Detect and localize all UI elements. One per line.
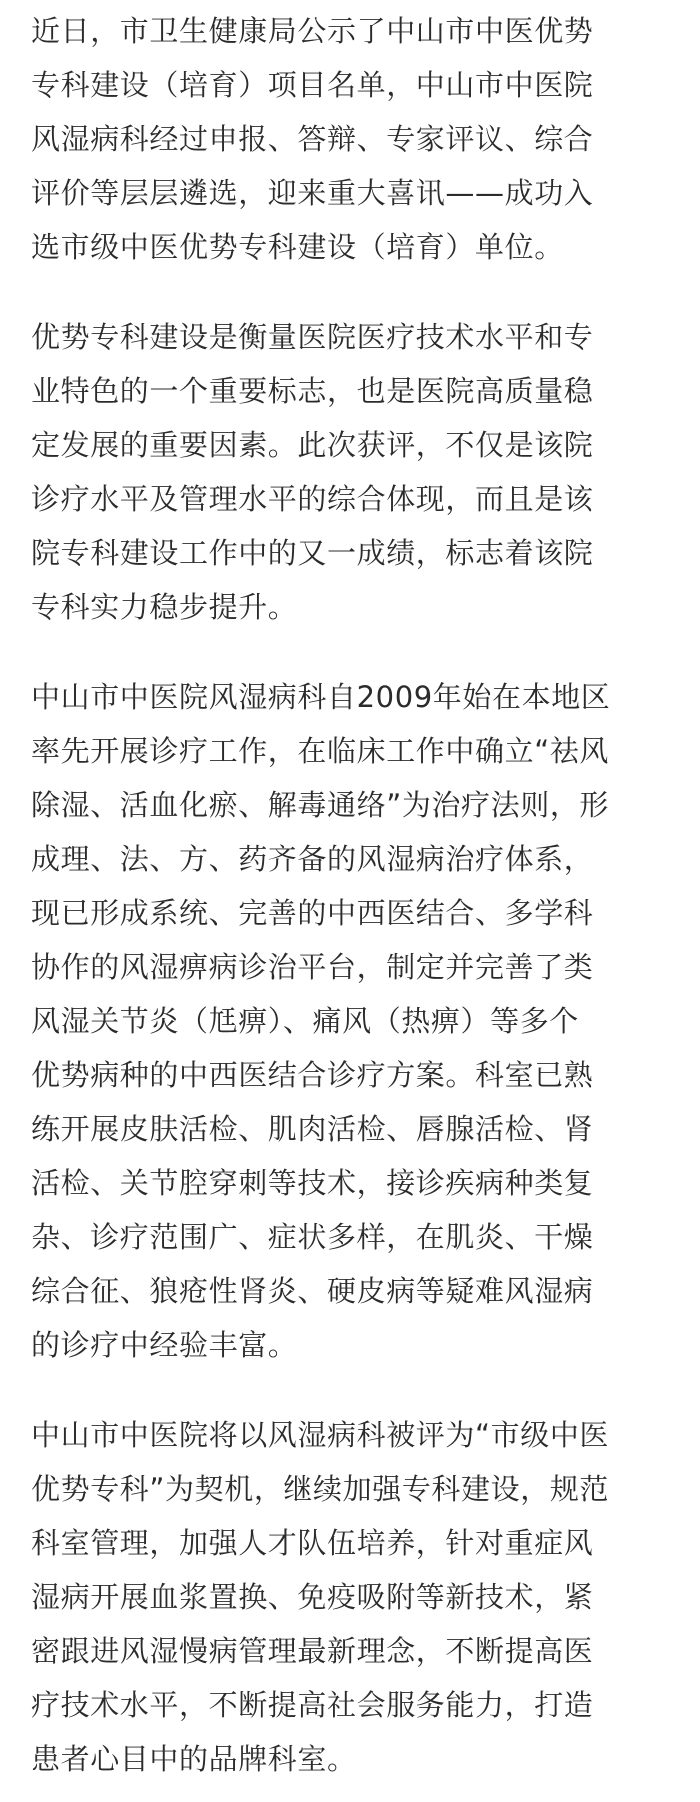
paragraph-department-history <box>31 670 700 1372</box>
text-line: 近日，市卫生健康局公示了中山市中医优势 <box>31 14 594 48</box>
text-line: 活检、关节腔穿刺等技术，接诊疾病种类复 <box>31 1166 594 1200</box>
text-line: 优势专科”为契机，继续加强专科建设，规范 <box>31 1472 610 1506</box>
text-line: 湿病开展血浆置换、免疫吸附等新技术，紧 <box>31 1580 594 1614</box>
text-line: 疗技术水平，不断提高社会服务能力，打造 <box>31 1688 594 1722</box>
text-line: 诊疗水平及管理水平的综合体现，而且是该 <box>31 482 594 516</box>
text-line: 综合征、狼疮性肾炎、硬皮病等疑难风湿病 <box>31 1274 594 1308</box>
text-line: 现已形成系统、完善的中西医结合、多学科 <box>31 896 594 930</box>
text-line: 优势病种的中西医结合诊疗方案。科室已熟 <box>31 1058 594 1092</box>
text-line: 中山市中医院将以风湿病科被评为“市级中医 <box>31 1418 610 1452</box>
text-line: 风湿病科经过申报、答辩、专家评议、综合 <box>31 122 594 156</box>
text-line: 密跟进风湿慢病管理最新理念，不断提高医 <box>31 1634 594 1668</box>
text-line: 专科实力稳步提升。 <box>31 590 298 624</box>
text-line: 院专科建设工作中的又一成绩，标志着该院 <box>31 536 594 570</box>
text-line: 优势专科建设是衡量医院医疗技术水平和专 <box>31 320 594 354</box>
text-line: 评价等层层遴选，迎来重大喜讯——成功入 <box>31 176 594 210</box>
paragraph-announcement <box>31 4 700 274</box>
text-line: 中山市中医院风湿病科自2009年始在本地区 <box>31 680 611 714</box>
text-line: 患者心目中的品牌科室。 <box>31 1742 357 1776</box>
paragraph-future-plans <box>31 1408 700 1786</box>
text-line: 专科建设（培育）项目名单，中山市中医院 <box>31 68 594 102</box>
text-line: 风湿关节炎（尪痹）、痛风（热痹）等多个 <box>31 1004 579 1038</box>
text-line: 选市级中医优势专科建设（培育）单位。 <box>31 230 564 264</box>
text-line: 杂、诊疗范围广、症状多样，在肌炎、干燥 <box>31 1220 594 1254</box>
text-line: 业特色的一个重要标志，也是医院高质量稳 <box>31 374 594 408</box>
paragraph-significance <box>31 310 700 634</box>
text-line: 定发展的重要因素。此次获评，不仅是该院 <box>31 428 594 462</box>
text-line: 成理、法、方、药齐备的风湿病治疗体系， <box>31 842 594 876</box>
text-line: 科室管理，加强人才队伍培养，针对重症风 <box>31 1526 594 1560</box>
text-line: 的诊疗中经验丰富。 <box>31 1328 298 1362</box>
text-line: 率先开展诊疗工作，在临床工作中确立“祛风 <box>31 734 610 768</box>
text-line: 协作的风湿痹病诊治平台，制定并完善了类 <box>31 950 594 984</box>
text-line: 练开展皮肤活检、肌肉活检、唇腺活检、肾 <box>31 1112 594 1146</box>
text-line: 除湿、活血化瘀、解毒通络”为治疗法则，形 <box>31 788 610 822</box>
